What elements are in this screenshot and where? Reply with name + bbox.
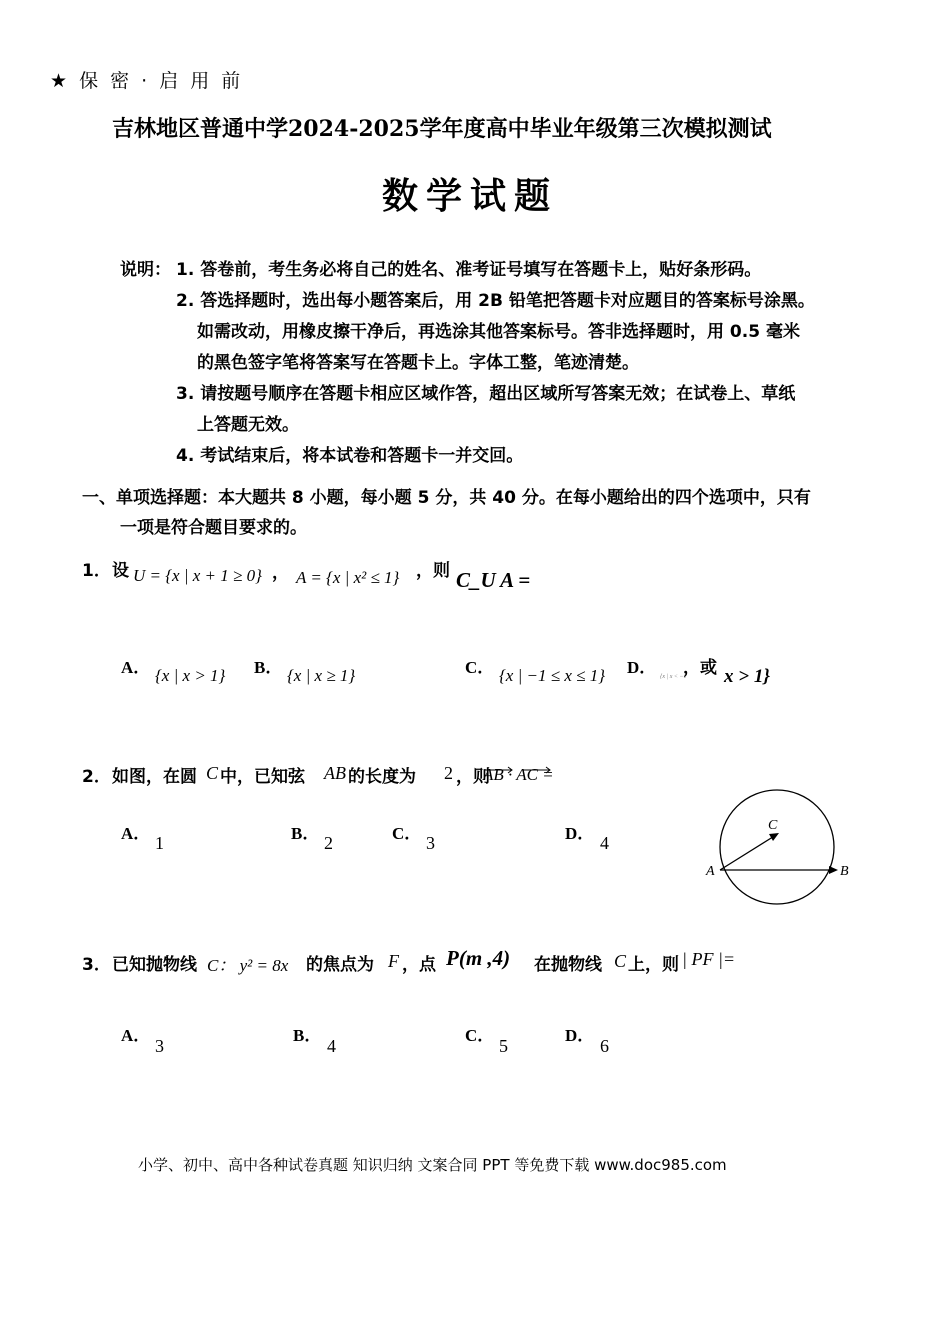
point-a-label: A [706, 864, 715, 879]
option-d: 6 [600, 1036, 609, 1056]
instruction-item: 2. 答选择题时，选出每小题答案后，用 2B 铅笔把答题卡对应题目的答案标号涂黑。 [176, 291, 815, 311]
option-d-small: {x | x < −1 [660, 674, 687, 680]
option-label-a: A． [121, 658, 151, 677]
option-b: 4 [327, 1036, 336, 1056]
question-number: 3． [82, 955, 111, 975]
point-c-label: C [768, 818, 778, 833]
point-b-label: B [840, 864, 849, 879]
instruction-item: 上答题无效。 [197, 415, 299, 435]
instruction-item: 的黑色签字笔将答案写在答题卡上。字体工整，笔迹清楚。 [197, 353, 639, 373]
option-d: 4 [600, 833, 609, 853]
question-text: 上，则 [628, 955, 679, 975]
option-label-c: C． [465, 658, 495, 677]
option-label-c: C． [392, 824, 422, 843]
option-label-d: D． [565, 1026, 595, 1045]
option-a: {x | x > 1} [155, 666, 226, 685]
arrowhead-c [769, 833, 779, 841]
question-number: 2． [82, 767, 111, 787]
parabola-equation: C： y² = 8x [207, 956, 289, 975]
focus-label: F [388, 951, 399, 971]
complement-expression: C_U A = [456, 568, 531, 592]
arrowhead-b [829, 866, 838, 874]
option-label-a: A． [121, 824, 151, 843]
question-text: ，点 [402, 955, 436, 975]
option-d-or: ，或 [683, 658, 717, 678]
instruction-item: 1. 答卷前，考生务必将自己的姓名、准考证号填写在答题卡上，贴好条形码。 [176, 260, 762, 280]
dot-product-expression: AB · AC = [483, 765, 554, 784]
question-text: 在抛物线 [534, 955, 602, 975]
option-b: 2 [324, 833, 333, 853]
footer-link[interactable]: 小学、初中、高中各种试卷真题 知识归纳 文案合同 PPT 等免费下载 www.doc985.com [138, 1156, 727, 1174]
circle-label: C [206, 763, 219, 783]
point-p: P(m ,4) [446, 946, 511, 970]
option-c: 5 [499, 1036, 508, 1056]
chord-length: 2 [444, 763, 453, 783]
question-text: 的焦点为 [306, 955, 374, 975]
question-text: 中，已知弦 [220, 767, 305, 787]
option-a: 3 [155, 1036, 164, 1056]
vector-ac [720, 835, 776, 870]
question-text: 的长度为 [348, 767, 416, 787]
option-d: x > 1} [724, 666, 770, 687]
exam-title: 吉林地区普通中学2024-2025学年度高中毕业年级第三次模拟测试 [112, 116, 772, 142]
option-a: 1 [155, 833, 164, 853]
option-b: {x | x ≥ 1} [287, 666, 356, 685]
instruction-item: 4. 考试结束后，将本试卷和答题卡一并交回。 [176, 446, 524, 466]
instruction-item: 如需改动，用橡皮擦干净后，再选涂其他答案标号。答非选择题时，用 0.5 毫米 [197, 322, 800, 342]
option-c: {x | −1 ≤ x ≤ 1} [499, 666, 605, 685]
option-label-b: B． [254, 658, 283, 677]
option-label-d: D． [565, 824, 595, 843]
option-label-b: B． [293, 1026, 322, 1045]
distance-expression: | PF |= [682, 949, 736, 969]
option-label-c: C． [465, 1026, 495, 1045]
instructions-lead: 说明： [120, 260, 171, 280]
circle-figure [700, 785, 860, 910]
option-label-d: D． [627, 658, 657, 677]
question-punct: ，则 [416, 561, 450, 581]
question-text: 如图，在圆 [112, 767, 197, 787]
option-label-a: A． [121, 1026, 151, 1045]
circle-diagram [700, 785, 860, 910]
question-number: 1． [82, 561, 111, 581]
section-heading: 一、单项选择题：本大题共 8 小题，每小题 5 分，共 40 分。在每小题给出的四个选项中，只有 [82, 488, 811, 508]
question-text: ，则 [456, 767, 490, 787]
question-punct: ， [272, 563, 289, 583]
instruction-item: 3. 请按题号顺序在答题卡相应区域作答，超出区域所写答案无效；在试卷上、草纸 [176, 384, 796, 404]
option-label-b: B． [291, 824, 320, 843]
section-heading-cont: 一项是符合题目要求的。 [120, 518, 307, 538]
question-lead: 设 [112, 561, 129, 581]
curve-label: C [614, 951, 627, 971]
set-U: U = {x | x + 1 ≥ 0} [133, 566, 262, 585]
question-text: 已知抛物线 [112, 955, 197, 975]
page-title: 数学试题 [382, 176, 559, 217]
circle-shape [720, 790, 834, 904]
chord-label: AB [324, 763, 346, 783]
option-c: 3 [426, 833, 435, 853]
confidential-label: ★ 保 密 · 启 用 前 [50, 70, 244, 92]
set-A: A = {x | x² ≤ 1} [296, 568, 400, 587]
